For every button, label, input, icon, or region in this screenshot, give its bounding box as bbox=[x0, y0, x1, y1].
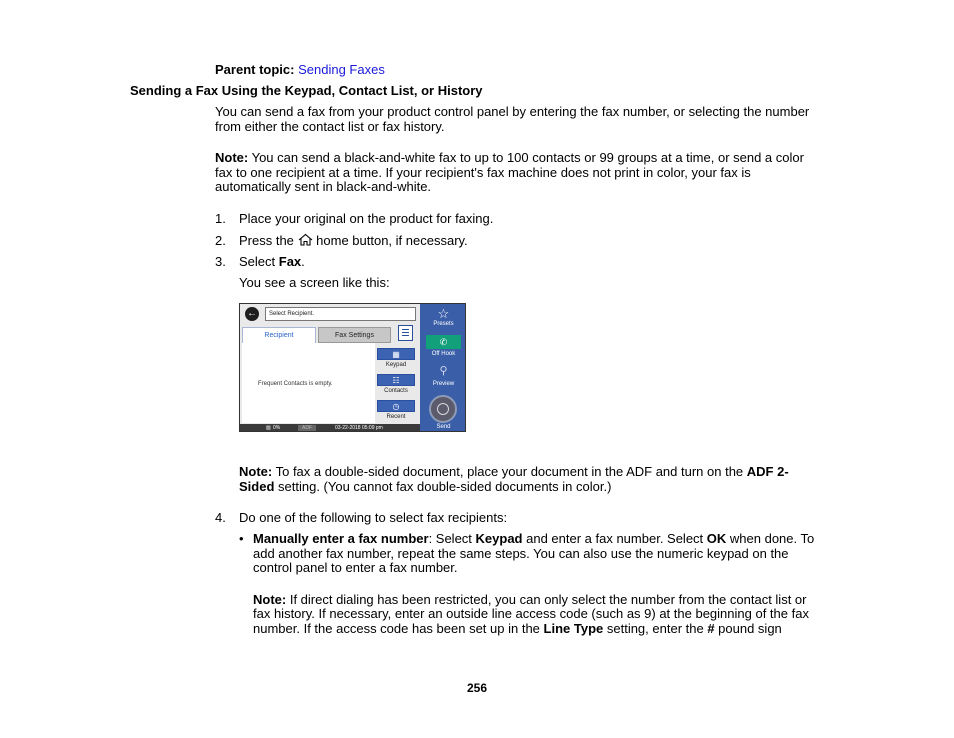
note3-pre: number. If the access code has been set up in the bbox=[253, 621, 544, 636]
presets-star-icon: ☆ bbox=[437, 306, 450, 321]
tab-recipient: Recipient bbox=[242, 327, 316, 343]
note3-line-1 bbox=[253, 592, 806, 607]
intro-line-1: You can send a fax from your product control panel by entering the fax number, or selecting the number bbox=[215, 104, 810, 119]
status-bar bbox=[240, 424, 420, 432]
fax-side-panel bbox=[420, 304, 466, 432]
note3-line-3 bbox=[253, 621, 782, 636]
back-arrow-icon: ← bbox=[247, 308, 257, 319]
note2-line-2 bbox=[239, 479, 611, 494]
step2-text bbox=[239, 233, 468, 248]
step4-number: 4. bbox=[215, 510, 226, 525]
bullet-ok: OK bbox=[706, 531, 727, 546]
bullet-text-1: : Select bbox=[428, 531, 476, 546]
parent-topic bbox=[215, 62, 385, 77]
note2-text-2: setting. (You cannot fax double-sided documents in color.) bbox=[274, 479, 612, 494]
presets-label: Presets bbox=[433, 321, 454, 327]
step2-number: 2. bbox=[215, 233, 226, 248]
step3-post: . bbox=[301, 254, 305, 269]
recent-label: Recent bbox=[386, 414, 406, 420]
intro-line-2: from either the contact list or fax history. bbox=[215, 119, 445, 134]
page-number: 256 bbox=[466, 681, 488, 695]
preview-label: Preview bbox=[432, 381, 455, 387]
phone-icon: ✆ bbox=[426, 335, 461, 349]
note1-line-1 bbox=[215, 150, 804, 165]
note2-bold-1: ADF 2- bbox=[746, 464, 789, 479]
bullet-keypad: Keypad bbox=[475, 531, 523, 546]
fax-screen-illustration bbox=[239, 303, 466, 432]
step3-number: 3. bbox=[215, 254, 226, 269]
bullet-line-1 bbox=[253, 531, 814, 546]
bullet-text-2: and enter a fax number. Select bbox=[522, 531, 707, 546]
off-hook-label: Off Hook bbox=[431, 351, 456, 357]
bullet-line-3: control panel to enter a fax number. bbox=[253, 560, 458, 575]
keypad-label: Keypad bbox=[385, 362, 407, 368]
contacts-label: Contacts bbox=[384, 388, 408, 394]
step3-pre: Select bbox=[239, 254, 279, 269]
note3-text-1: If direct dialing has been restricted, you can only select the number from the contact list or bbox=[286, 592, 807, 607]
step1-number: 1. bbox=[215, 211, 226, 226]
note3-line-type: Line Type bbox=[543, 621, 604, 636]
note1-line-3: automatically sent in black-and-white. bbox=[215, 179, 432, 194]
step2-pre: Press the bbox=[239, 233, 294, 248]
menu-icon bbox=[398, 325, 413, 341]
recent-icon: ◷ bbox=[377, 400, 415, 412]
note3-pound: # bbox=[707, 621, 715, 636]
section-title: Sending a Fax Using the Keypad, Contact List, or History bbox=[130, 83, 483, 98]
bullet-text-3: when done. To bbox=[726, 531, 815, 546]
note2-label: Note: bbox=[239, 464, 273, 479]
status-adf: ADF bbox=[298, 425, 316, 432]
select-recipient-field: Select Recipient. bbox=[265, 307, 416, 321]
status-memory-icon: ▧ bbox=[266, 425, 271, 431]
bullet-line-2: add another fax number, repeat the same steps. You can also use the numeric keypad on the bbox=[253, 546, 789, 561]
send-label: Send bbox=[436, 424, 451, 430]
status-time: 03-22-2018 05:09 pm bbox=[335, 425, 383, 431]
empty-contacts-message: Frequent Contacts is empty. bbox=[258, 381, 333, 387]
keypad-icon: ▦ bbox=[377, 348, 415, 360]
parent-topic-link[interactable]: Sending Faxes bbox=[298, 62, 385, 77]
note3-label: Note: bbox=[253, 592, 287, 607]
step2-post: home button, if necessary. bbox=[312, 233, 468, 248]
note1-text-1: You can send a black-and-white fax to up to 100 contacts or 99 groups at a time, or send a color bbox=[248, 150, 804, 165]
bullet-symbol: • bbox=[239, 531, 244, 546]
step3-subtext: You see a screen like this: bbox=[239, 275, 390, 290]
contacts-icon: ☷ bbox=[377, 374, 415, 386]
preview-icon: ⚲ bbox=[439, 365, 448, 377]
note3-mid: setting, enter the bbox=[603, 621, 708, 636]
note3-post: pound sign bbox=[714, 621, 782, 636]
note1-label: Note: bbox=[215, 150, 249, 165]
step3-bold: Fax bbox=[278, 254, 302, 269]
note2-text-1: To fax a double-sided document, place your document in the ADF and turn on the bbox=[272, 464, 747, 479]
note2-bold-2: Sided bbox=[239, 479, 275, 494]
bullet-lead: Manually enter a fax number bbox=[253, 531, 429, 546]
step3-text bbox=[239, 254, 305, 269]
note2-line-1 bbox=[239, 464, 789, 479]
step1-text: Place your original on the product for faxing. bbox=[239, 211, 494, 226]
parent-topic-label: Parent topic: bbox=[215, 62, 295, 77]
send-icon bbox=[429, 395, 457, 423]
note1-line-2: fax to one recipient at a time. If your recipient's fax machine does not print in color, your fax is bbox=[215, 165, 751, 180]
status-percent: 0% bbox=[273, 425, 281, 431]
step4-text: Do one of the following to select fax recipients: bbox=[239, 510, 508, 525]
note3-line-2: fax history. If necessary, enter an outside line access code (such as 9) at the beginning of the fax bbox=[253, 606, 809, 621]
tab-fax-settings: Fax Settings bbox=[318, 327, 391, 343]
home-icon bbox=[298, 233, 313, 246]
